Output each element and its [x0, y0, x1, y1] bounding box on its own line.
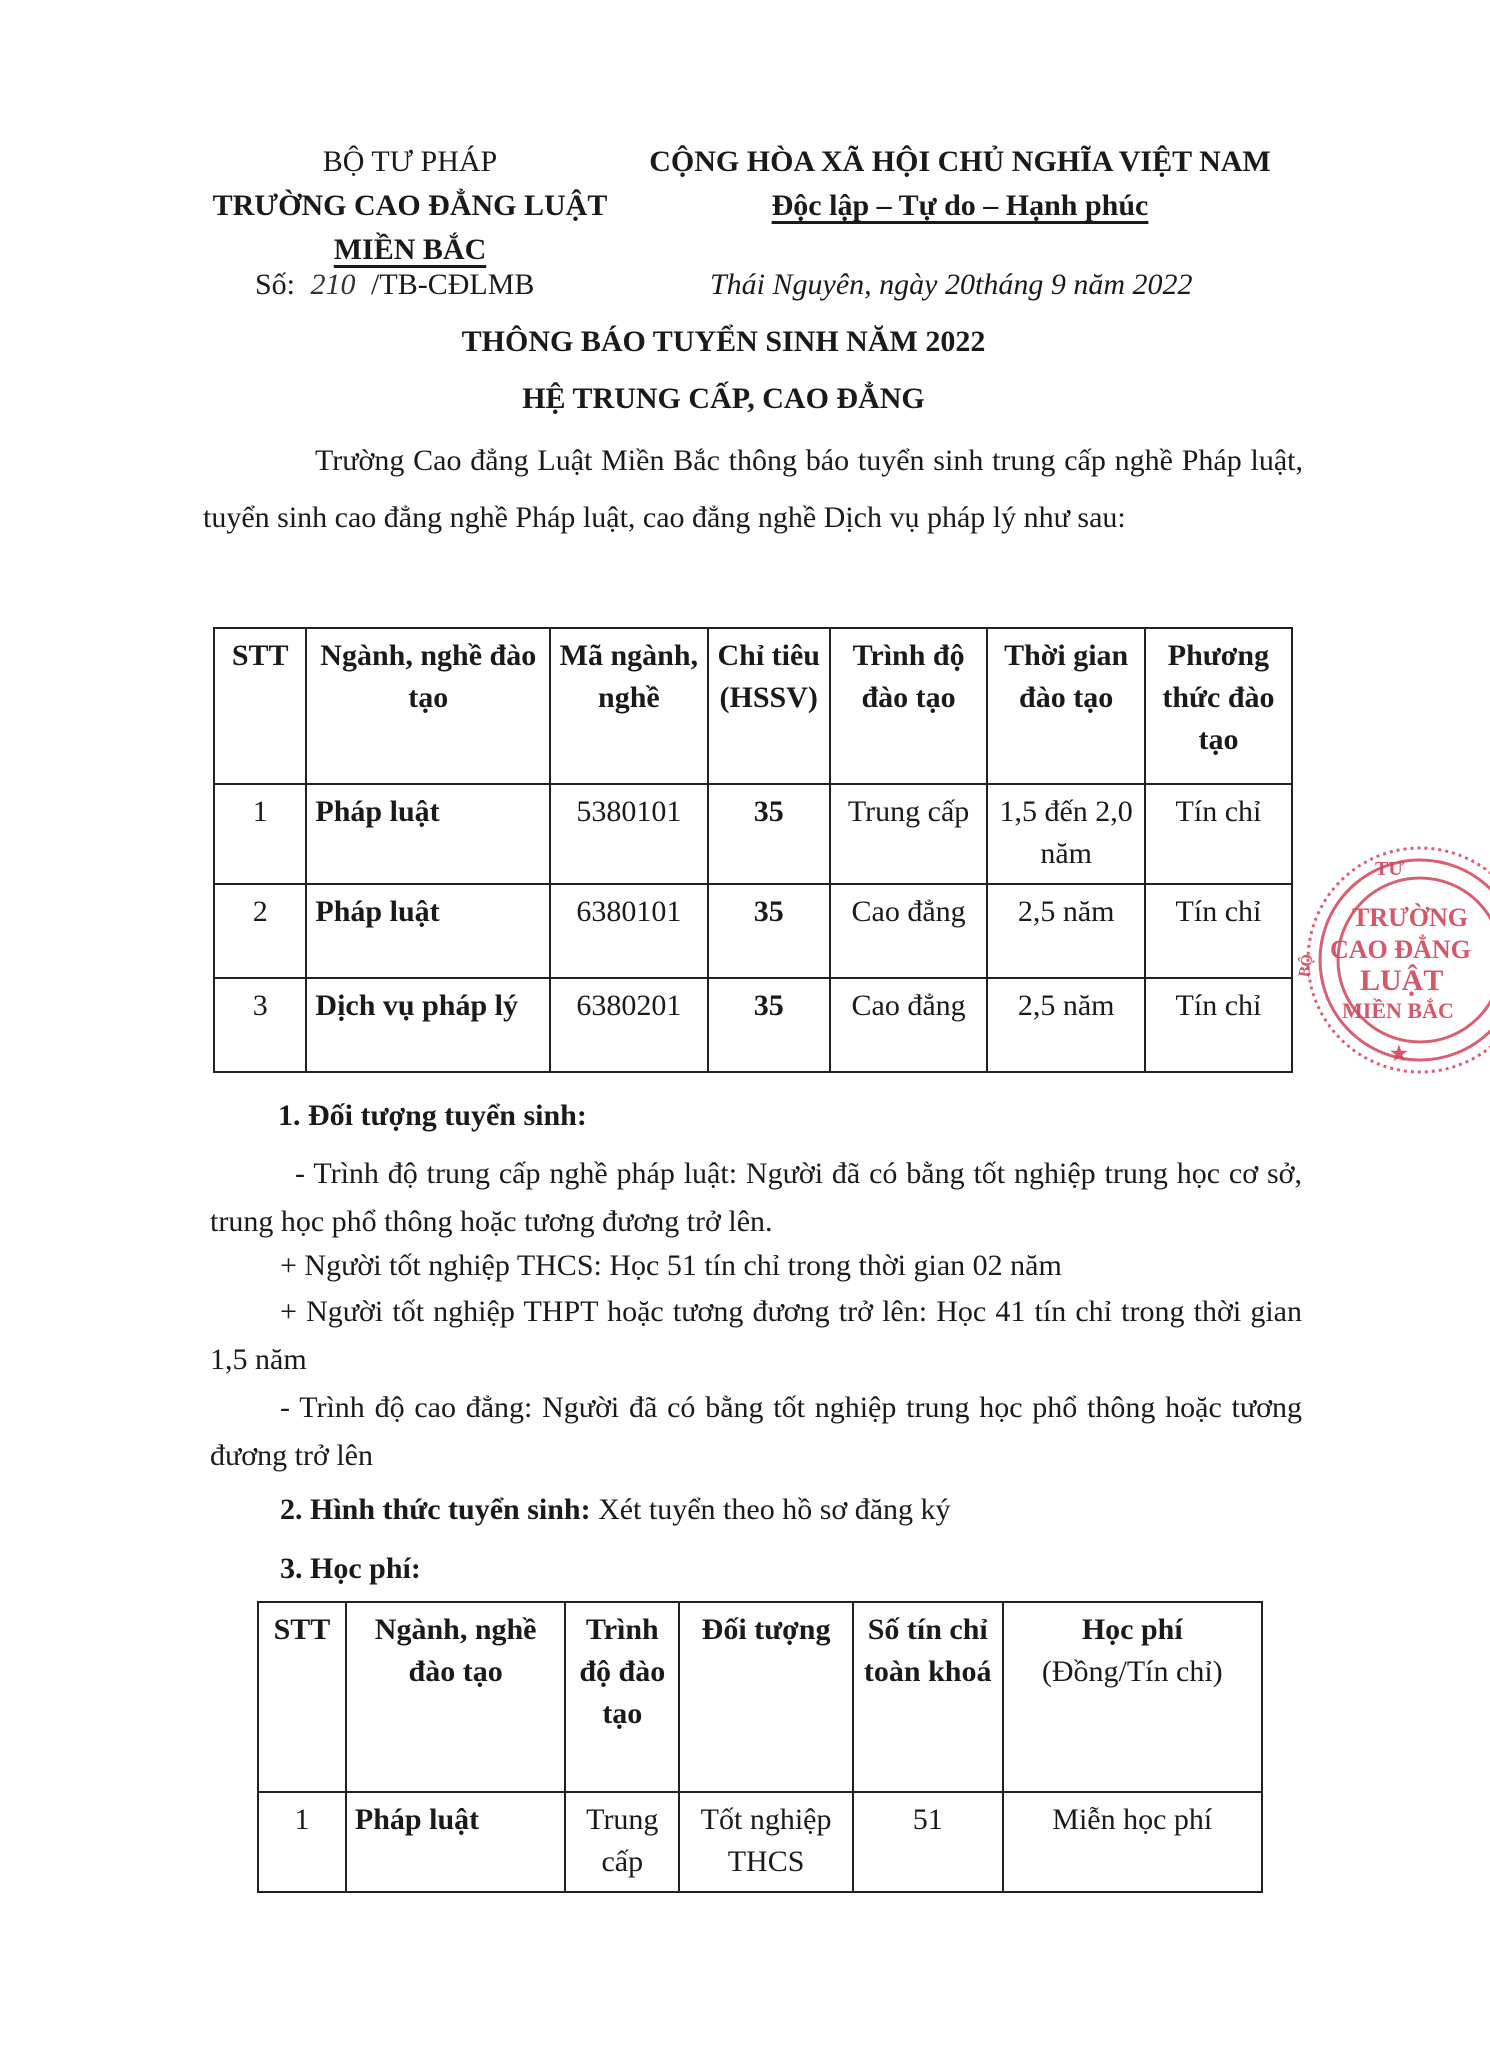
cell-method: Tín chỉ [1145, 884, 1292, 978]
table-row [214, 784, 1292, 884]
seal-text-top: TƯ [1375, 858, 1405, 880]
header-cell [1003, 1602, 1262, 1792]
section-1-paragraph-3: + Người tốt nghiệp THPT hoặc tương đương trở lên: Học 41 tín chỉ trong thời gian 1,5 năm [210, 1295, 1302, 1376]
document-number: Số: 210 /TB-CĐLMB [255, 268, 535, 301]
header-cell: Phương thức đào tạo [1145, 628, 1292, 784]
official-seal [1290, 840, 1490, 1080]
seal-line1: TRƯỜNG [1352, 903, 1469, 932]
cell-stt: 1 [258, 1792, 346, 1892]
cell-duration: 1,5 đến 2,0 năm [987, 784, 1145, 884]
header-cell: Ngành, nghề đào tạo [346, 1602, 565, 1792]
cell-code: 6380101 [550, 884, 708, 978]
cell-level: Cao đẳng [830, 978, 988, 1072]
date-day: 20 [944, 268, 975, 301]
header-cell: Trình độ đào tạo [565, 1602, 679, 1792]
section-3-heading: 3. Học phí: [280, 1552, 421, 1585]
cell-duration: 2,5 năm [987, 978, 1145, 1072]
section-1-paragraph-4: - Trình độ cao đẳng: Người đã có bằng tốt nghiệp trung học phổ thông hoặc tương đương trở lên [210, 1391, 1302, 1472]
national-motto: Độc lập – Tự do – Hạnh phúc [771, 189, 1149, 222]
header-cell: Mã ngành, nghề [550, 628, 708, 784]
header-cell: Thời gian đào tạo [987, 628, 1145, 784]
cell-level: Cao đẳng [830, 884, 988, 978]
cell-quota: 35 [708, 884, 830, 978]
table-row [258, 1792, 1262, 1892]
cell-major: Dịch vụ pháp lý [306, 978, 550, 1072]
header-cell: Số tín chỉ toàn khoá [853, 1602, 1003, 1792]
issuer-block [180, 140, 640, 272]
school-name-line1: TRƯỜNG CAO ĐẲNG LUẬT [212, 189, 608, 222]
section-1-paragraph-1: - Trình độ trung cấp nghề pháp luật: Người đã có bằng tốt nghiệp trung học cơ sở, trung học phổ thông hoặc tương đương trở lên. [210, 1157, 1302, 1238]
cell-target: Tốt nghiệp THCS [679, 1792, 853, 1892]
header-cell: Chỉ tiêu (HSSV) [708, 628, 830, 784]
header-tuition-unit: (Đồng/Tín chỉ) [1041, 1655, 1223, 1688]
table-header-row [214, 628, 1292, 784]
cell-method: Tín chỉ [1145, 784, 1292, 884]
notice-subtitle: HỆ TRUNG CẤP, CAO ĐẲNG [522, 382, 925, 415]
date-month: 9 [1050, 268, 1066, 301]
place-and-date: Thái Nguyên, ngày 20tháng 9 năm 2022 [710, 268, 1193, 301]
cell-stt: 3 [214, 978, 306, 1072]
school-name-line2: MIỀN BẮC [333, 233, 487, 266]
cell-major: Pháp luật [306, 784, 550, 884]
ministry-name: BỘ TƯ PHÁP [322, 145, 498, 178]
header-cell: STT [258, 1602, 346, 1792]
table-row [214, 884, 1292, 978]
cell-quota: 35 [708, 784, 830, 884]
header-cell: Đối tượng [679, 1602, 853, 1792]
section-1-paragraph-2: + Người tốt nghiệp THCS: Học 51 tín chỉ trong thời gian 02 năm [280, 1249, 1062, 1282]
cell-level: Trung cấp [830, 784, 988, 884]
header-cell: Trình độ đào tạo [830, 628, 988, 784]
header-tuition: Học phí [1081, 1613, 1183, 1646]
cell-tuition: Miễn học phí [1003, 1792, 1262, 1892]
seal-line3: LUẬT [1360, 964, 1444, 997]
section-2-text: Xét tuyển theo hồ sơ đăng ký [590, 1493, 951, 1526]
section-2-heading: 2. Hình thức tuyển sinh: [280, 1493, 591, 1526]
seal-star-icon: ★ [1390, 1043, 1408, 1065]
cell-credits: 51 [853, 1792, 1003, 1892]
cell-major: Pháp luật [306, 884, 550, 978]
cell-stt: 2 [214, 884, 306, 978]
cell-method: Tín chỉ [1145, 978, 1292, 1072]
cell-code: 6380201 [550, 978, 708, 1072]
seal-line4: MIỀN BẮC [1342, 998, 1454, 1023]
seal-line2: CAO ĐẲNG [1330, 935, 1471, 964]
table-header-row [258, 1602, 1262, 1792]
section-2 [280, 1486, 951, 1534]
admission-quota-table [213, 627, 1293, 1073]
cell-quota: 35 [708, 978, 830, 1072]
cell-duration: 2,5 năm [987, 884, 1145, 978]
header-cell: STT [214, 628, 306, 784]
national-title-block [620, 140, 1300, 228]
cell-code: 5380101 [550, 784, 708, 884]
tuition-table [257, 1601, 1263, 1893]
cell-level: Trung cấp [565, 1792, 679, 1892]
country-name: CỘNG HÒA XÃ HỘI CHỦ NGHĨA VIỆT NAM [649, 145, 1271, 178]
section-1-heading: 1. Đối tượng tuyển sinh: [278, 1099, 587, 1132]
notice-title: THÔNG BÁO TUYỂN SINH NĂM 2022 [461, 325, 986, 358]
header-cell: Ngành, nghề đào tạo [306, 628, 550, 784]
intro-paragraph: Trường Cao đẳng Luật Miền Bắc thông báo tuyển sinh trung cấp nghề Pháp luật, tuyển sinh cao đẳng nghề Pháp luật, cao đẳng nghề Dịch vụ pháp lý như sau: [203, 444, 1303, 534]
cell-major: Pháp luật [346, 1792, 565, 1892]
table-row [214, 978, 1292, 1072]
document-number-value: 210 [310, 268, 356, 301]
cell-stt: 1 [214, 784, 306, 884]
seal-side-text: BỘ [1295, 952, 1317, 979]
